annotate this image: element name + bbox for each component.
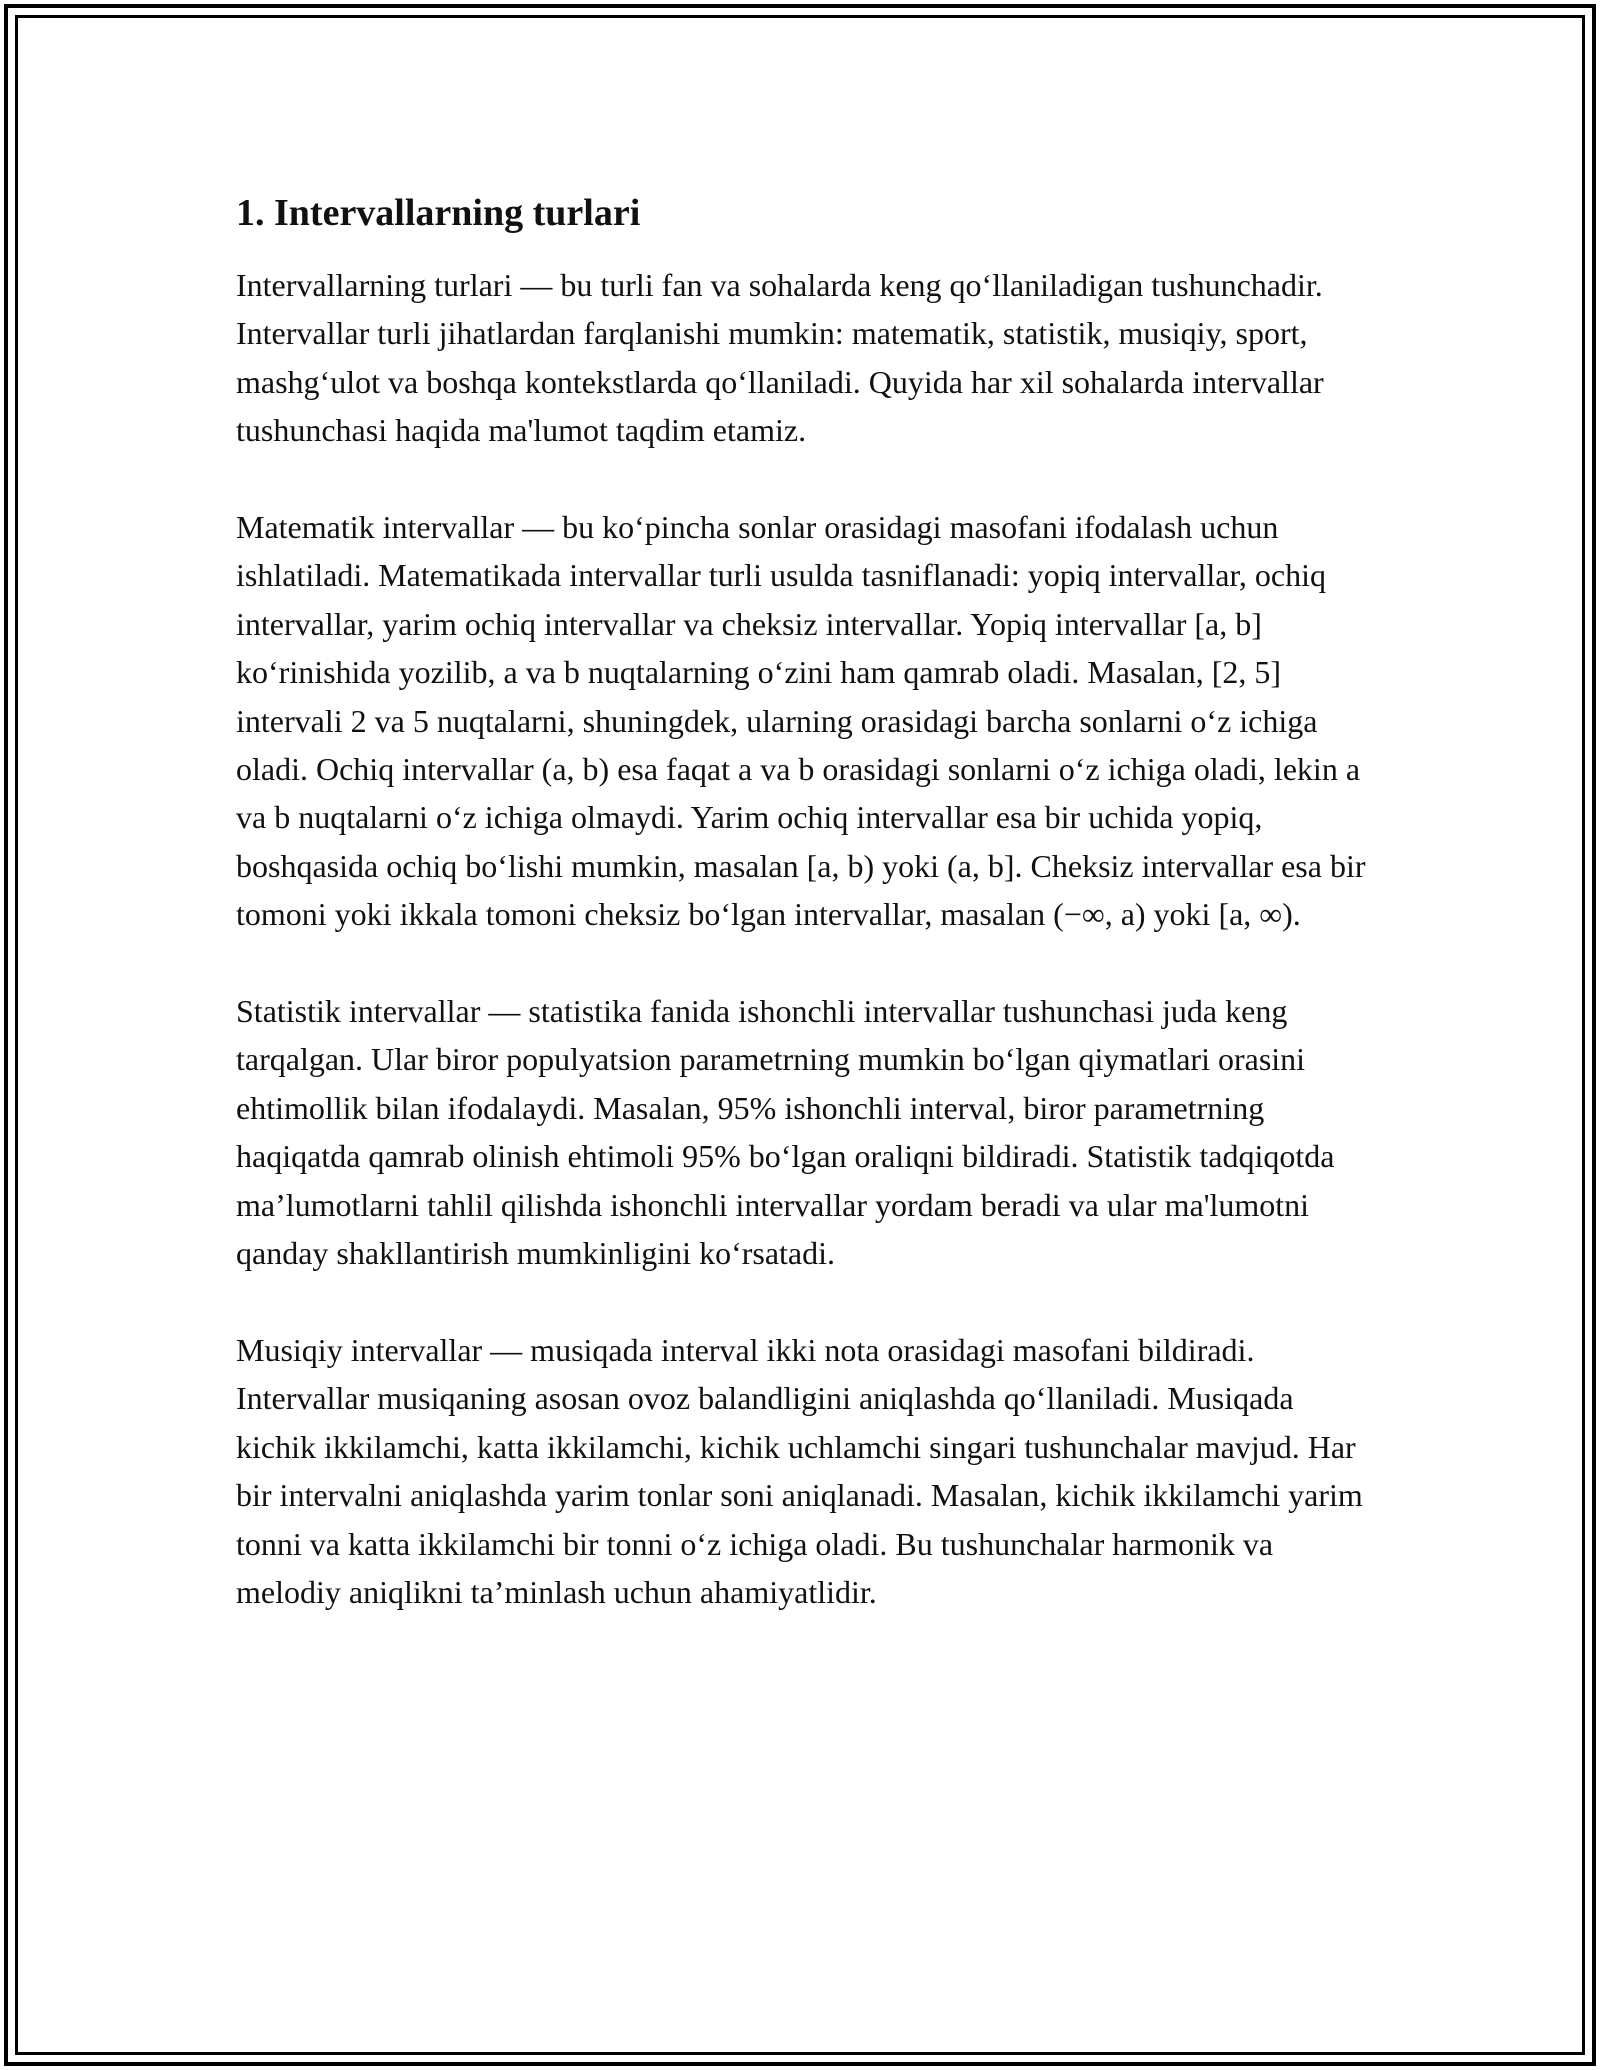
paragraph-mathematical: Matematik intervallar — bu ko‘pincha sonlar orasidagi masofani ifodalash uchun ishlatiladi. Matematikada intervallar turli usulda tasniflanadi: yopiq intervallar, ochiq intervallar, yarim ochiq intervallar va cheksiz intervallar. Yopiq intervallar [a, b] ko‘rinishida yozilib, a va b nuqtalarning o‘zini ham qamrab oladi. Masalan, [2, 5] intervali 2 va 5 nuqtalarni, shuningdek, ularning orasidagi barcha sonlarni o‘z ichiga oladi. Ochiq intervallar (a, b) esa faqat a va b orasidagi sonlarni o‘z ichiga oladi, lekin a va b nuqtalarni o‘z ichiga olmaydi. Yarim ochiq intervallar esa bir uchida yopiq, boshqasida ochiq bo‘lishi mumkin, masalan [a, b) yoki (a, b]. Cheksiz intervallar esa bir tomoni yoki ikkala tomoni cheksiz bo‘lgan intervallar, masalan (−∞, a) yoki [a, ∞). <box>236 509 1366 933</box>
section-heading: 1. Intervallarning turlari <box>236 192 641 234</box>
paragraph-intro: Intervallarning turlari — bu turli fan va sohalarda keng qo‘llaniladigan tushunchadir. Intervallar turli jihatlardan farqlanishi mumkin: matematik, statistik, musiqiy, sport, mashg‘ulot va boshqa kontekstlarda qo‘llaniladi. Quyida har xil sohalarda intervallar tushunchasi haqida ma'lumot taqdim etamiz. <box>236 267 1324 449</box>
paragraph-musical: Musiqiy intervallar — musiqada interval ikki nota orasidagi masofani bildiradi. Intervallar musiqaning asosan ovoz balandligini aniqlashda qo‘llaniladi. Musiqada kichik ikkilamchi, katta ikkilamchi, kichik uchlamchi singari tushunchalar mavjud. Har bir intervalni aniqlashda yarim tonlar soni aniqlanadi. Masalan, kichik ikkilamchi yarim tonni va katta ikkilamchi bir tonni o‘z ichiga oladi. Bu tushunchalar harmonik va melodiy aniqlikni ta’minlash uchun ahamiyatlidir. <box>236 1331 1363 1610</box>
document-body <box>236 188 1371 1665</box>
paragraph-statistical: Statistik intervallar — statistika fanida ishonchli intervallar tushunchasi juda keng tarqalgan. Ular biror populyatsion parametrning mumkin bo‘lgan qiymatlari orasini ehtimollik bilan ifodalaydi. Masalan, 95% ishonchli interval, biror parametrning haqiqatda qamrab olinish ehtimoli 95% bo‘lgan oraliqni bildiradi. Statistik tadqiqotda ma’lumotlarni tahlil qilishda ishonchli intervallar yordam beradi va ular ma'lumotni qanday shakllantirish mumkinligini ko‘rsatadi. <box>236 993 1335 1272</box>
